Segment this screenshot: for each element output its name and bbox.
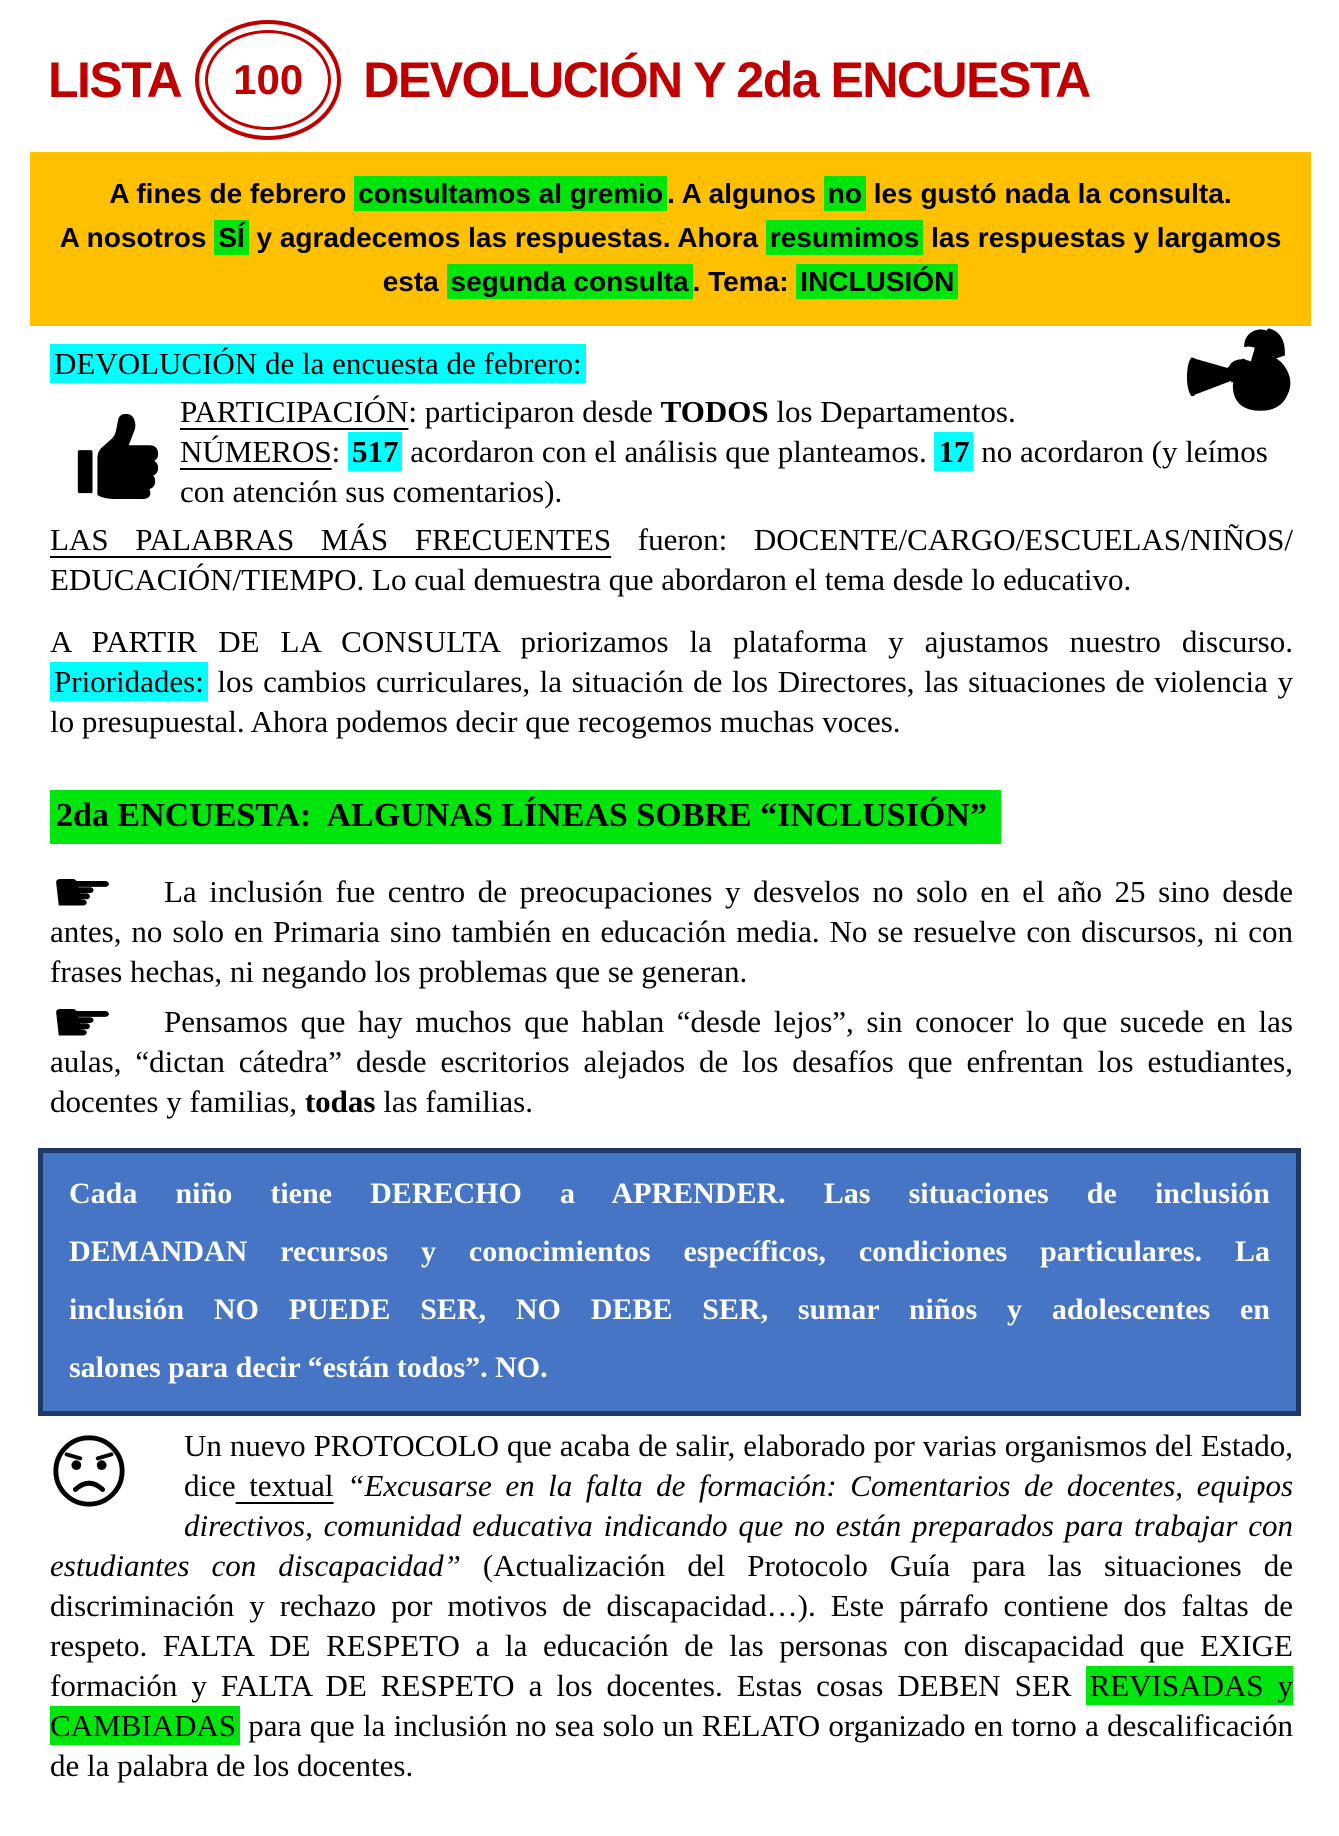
inclusion-paragraph-2-text: Pensamos que hay muchos que hablan “desde lejos”, sin conocer lo que sucede en las aulas, “dictan cátedra” desde escritorios alejados de los desafíos que enfrentan los estudiantes, docentes y familias, todas las familias.	[50, 1004, 1293, 1119]
bluebox-line: inclusión NO PUEDE SER, NO DEBE SER, sumar niños y adolescentes en	[69, 1293, 1270, 1326]
numeros-line: NÚMEROS: 517 acordaron con el análisis que planteamos. 17 no acordaron (y leímos con atención sus comentarios).	[180, 434, 1268, 509]
thumbs-up-icon	[50, 392, 180, 514]
document-body	[50, 344, 1293, 1122]
encuesta-heading-text: 2da ENCUESTA: ALGUNAS LÍNEAS SOBRE “INCLUSIÓN”	[50, 790, 1001, 844]
devolucion-heading	[50, 344, 1293, 384]
inclusion-paragraph-2	[50, 988, 1293, 1122]
palabras-paragraph: LAS PALABRAS MÁS FRECUENTES fueron: DOCENTE/​CARGO/​ESCUELAS/​NIÑOS/​EDUCACIÓN/​TIEMPO. Lo cual demuestra que abordaron el tema desde lo educativo.	[50, 522, 1293, 597]
banner-line: A fines de febrero consultamos al gremio . A algunos no les gustó nada la consulta.	[109, 178, 1232, 209]
bluebox-line: DEMANDAN recursos y conocimientos específicos, condiciones particulares. La	[69, 1235, 1270, 1268]
list-number-oval	[195, 20, 341, 140]
page-title: DEVOLUCIÓN Y 2da ENCUESTA	[363, 52, 1090, 108]
participacion-line: PARTICIPACIÓN: participaron desde TODOS los Departamentos.	[180, 394, 1016, 429]
list-number: 100	[233, 56, 304, 103]
intro-banner	[30, 152, 1311, 326]
banner-line: esta segunda consulta . Tema: INCLUSIÓN	[40, 260, 1301, 304]
document-header	[48, 20, 1339, 140]
partir-paragraph: A PARTIR DE LA CONSULTA priorizamos la plataforma y ajustamos nuestro discurso. Prioridades: los cambios curriculares, la situación de los Directores, las situaciones de violencia y lo presupuestal. Ahora podemos decir que recogemos muchas voces.	[50, 624, 1293, 739]
inclusion-paragraph-1	[50, 858, 1293, 992]
devolucion-heading-text: DEVOLUCIÓN de la encuesta de febrero:	[50, 344, 586, 383]
banner-line: A nosotros SÍ y agradecemos las respuestas. Ahora resumimos las respuestas y largamos	[59, 222, 1282, 253]
bluebox-line: Cada niño tiene DERECHO a APRENDER. Las situaciones de inclusión	[69, 1177, 1270, 1210]
derecho-statement-box	[38, 1148, 1301, 1416]
bluebox-line: salones para decir “están todos”. NO.	[69, 1351, 548, 1384]
encuesta-heading	[50, 790, 1293, 844]
annoyed-face-icon	[50, 1426, 184, 1512]
protocolo-text: Un nuevo PROTOCOLO que acaba de salir, elaborado por varias organismos del Estado, dice textual “Excusarse en la falta de formación: Comentarios de docentes, equipos directivos, comunidad educativa indicando que no están preparados para trabajar con estudiantes con discapacidad” (Actualización del Protocolo Guía para las situaciones de discriminación y rechazo por motivos de discapacidad…). Este párrafo contiene dos faltas de respeto. FALTA DE RESPETO a la educación de las personas con discapacidad que EXIGE formación y FALTA DE RESPETO a los docentes. Estas cosas DEBEN SER REVISADAS y CAMBIADAS para que la inclusión no sea solo un RELATO organizado en torno a descalificación de la palabra de los docentes.	[50, 1428, 1294, 1783]
megaphone-person-icon	[1185, 306, 1311, 438]
pointing-hand-icon: ☛	[50, 858, 115, 926]
participation-text	[180, 392, 1293, 514]
inclusion-paragraph-1-text: La inclusión fue centro de preocupaciones y desvelos no solo en el año 25 sino desde antes, no solo en Primaria sino también en educación media. No se resuelve con discursos, ni con frases hechas, ni negando los problemas que se generan.	[50, 874, 1293, 989]
participation-block	[50, 392, 1293, 514]
header-lista-label: LISTA	[48, 52, 182, 108]
protocolo-paragraph	[50, 1426, 1293, 1786]
list-number-oval-inner	[205, 30, 331, 130]
pointing-hand-icon: ☛	[50, 988, 115, 1056]
document-body-bottom	[50, 1426, 1293, 1786]
